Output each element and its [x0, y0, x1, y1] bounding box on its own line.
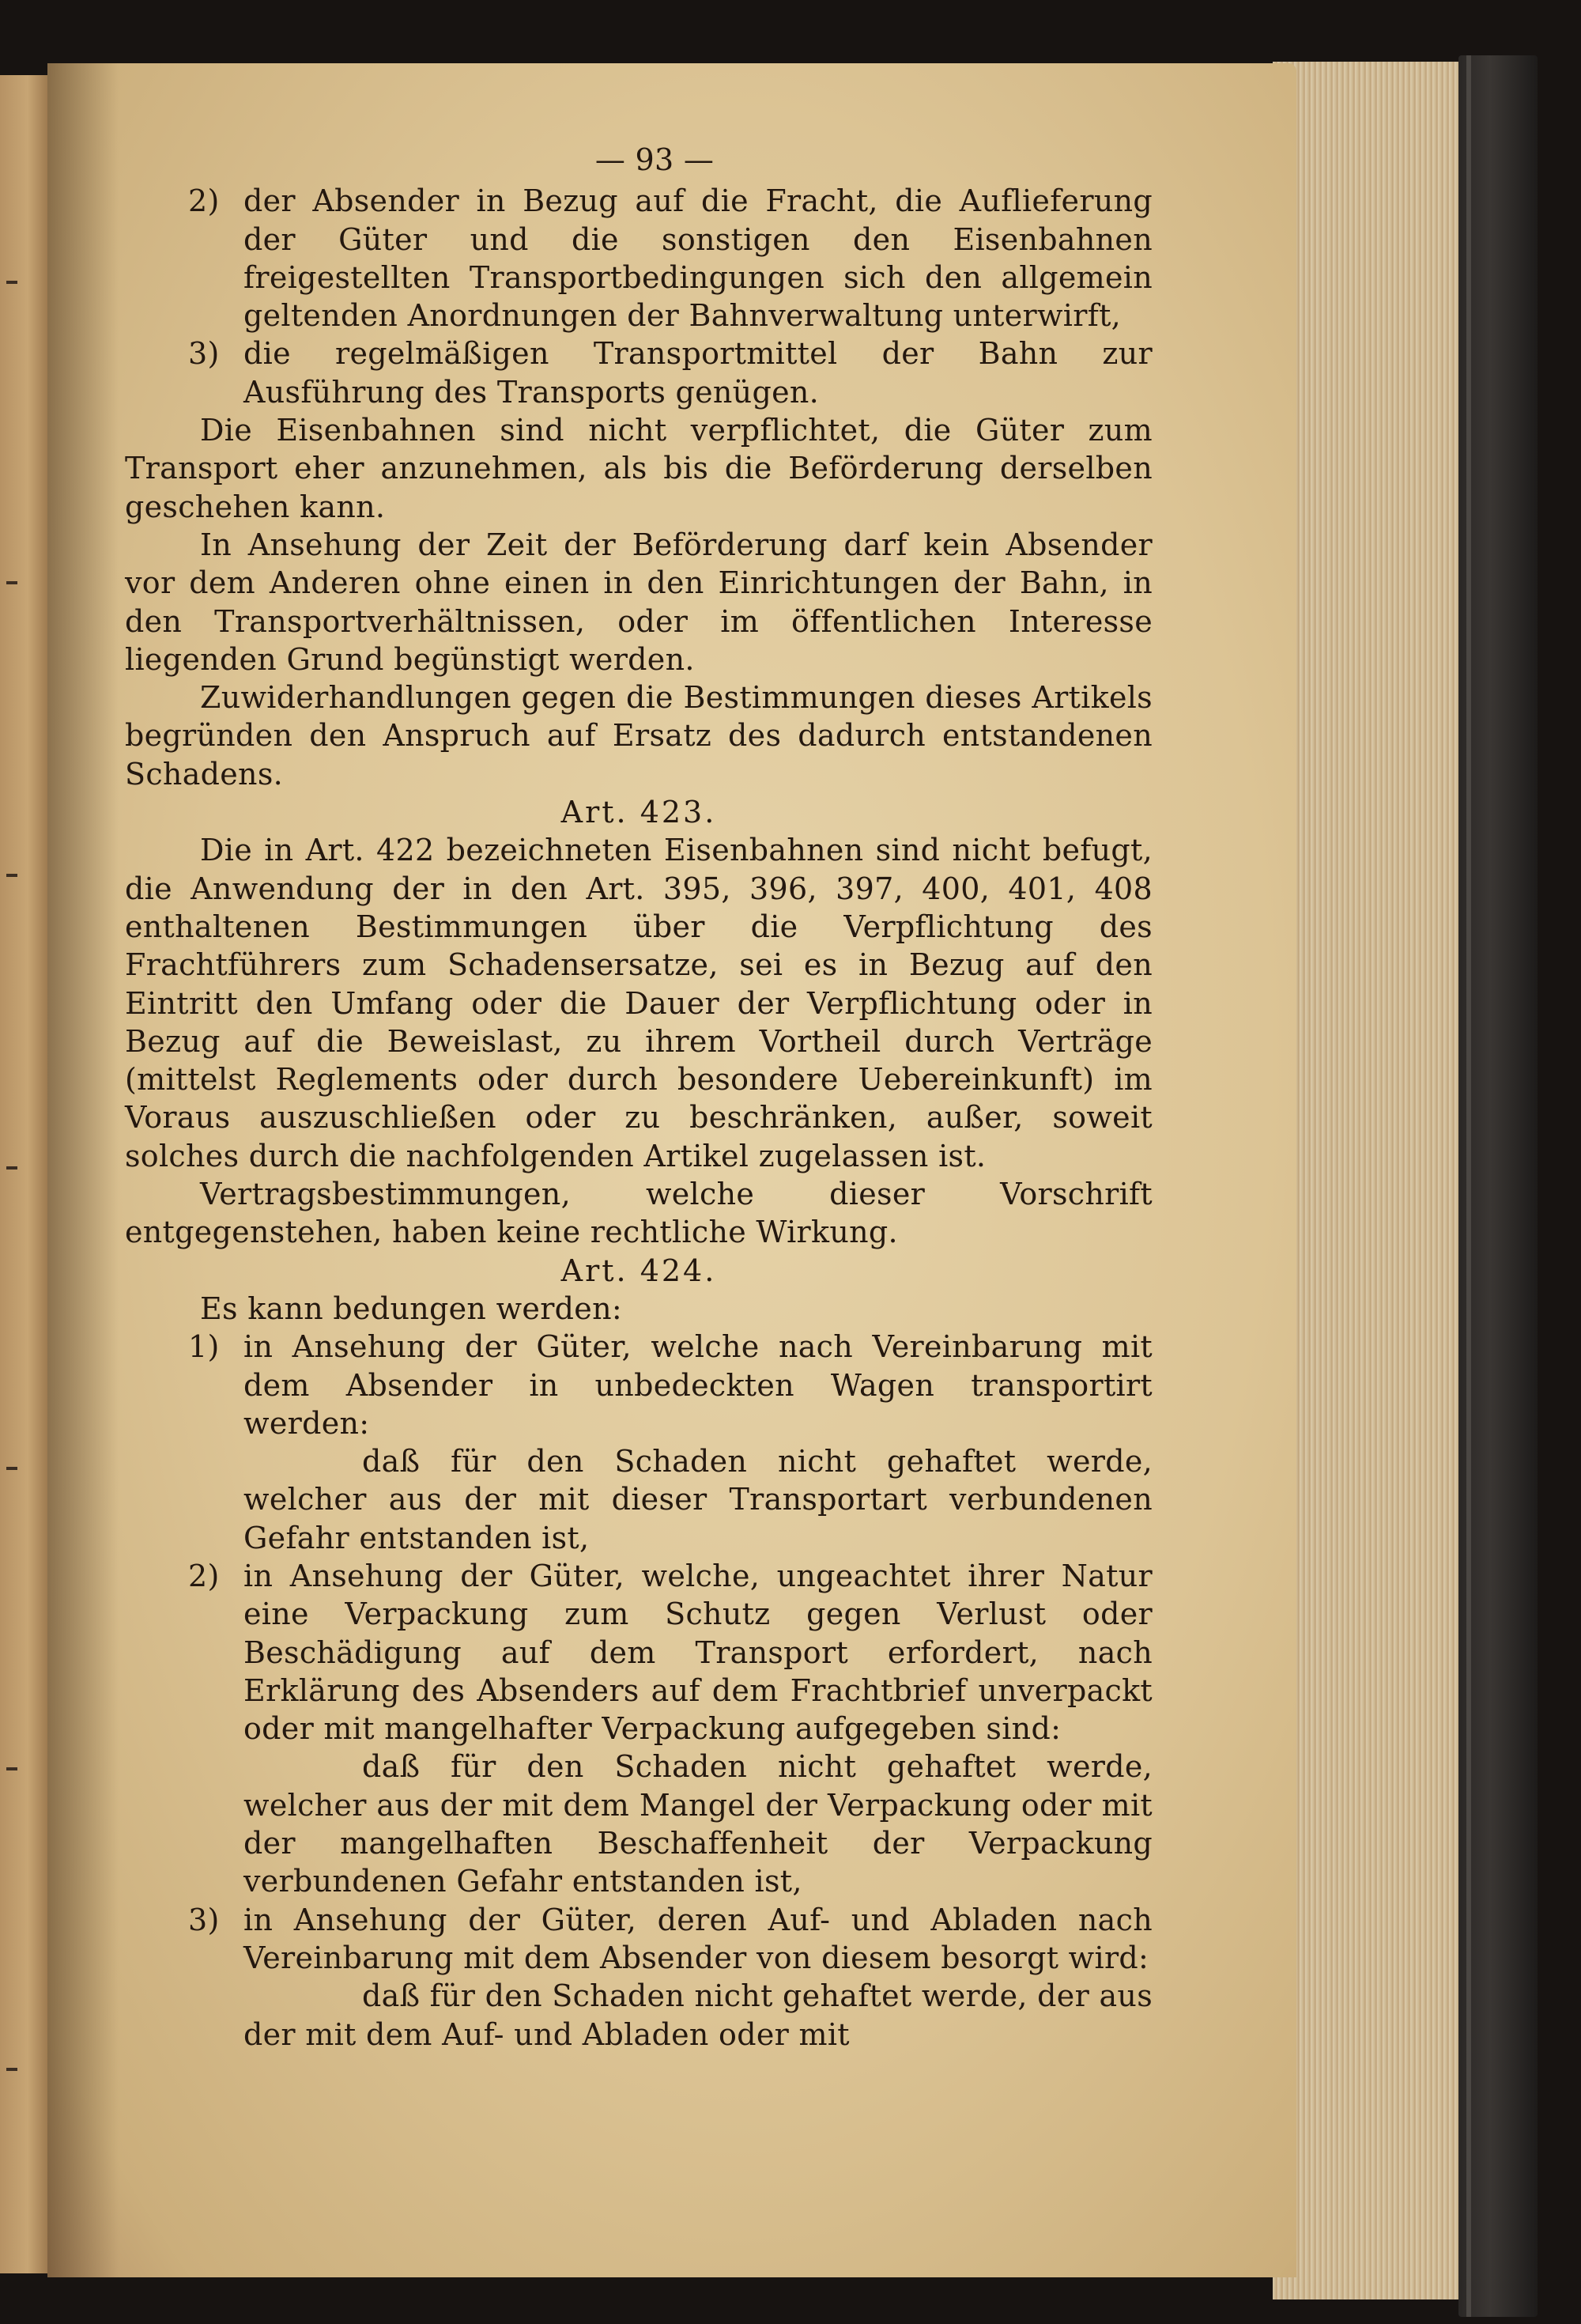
article-heading: Art. 424. [560, 1253, 717, 1288]
paragraph: In Ansehung der Zeit der Beförderung darf kein Absender vor dem Anderen ohne einen in den Einrichtungen der Bahn, in den Transportverhältnissen, oder im öffentlichen Interesse liegenden Grund begünstigt werden. [125, 527, 1153, 677]
item-text: der Absender in Bezug auf die Fracht, die Auflieferung der Güter und die sonstigen den Eisenbahnen freigestellten Transportbedingungen sich den allgemein geltenden Anordnungen der Bahnverwaltung unterwirft, [243, 183, 1153, 334]
item-number: 3) [188, 1902, 220, 1937]
paragraph: Es kann bedungen werden: [200, 1290, 622, 1326]
margin-mark [6, 874, 17, 877]
list-item [125, 182, 1153, 334]
item-number: 3) [188, 336, 220, 372]
margin-mark [6, 1467, 17, 1470]
page-stack-edge [1273, 62, 1470, 2299]
page-number: — 93 — [594, 142, 715, 177]
item-text: die regelmäßigen Transportmittel der Bahn zur Ausführung des Transports genügen. [243, 336, 1153, 410]
article-heading: Art. 423. [560, 795, 717, 830]
list-item [125, 1328, 1153, 1442]
item-number: 2) [188, 183, 220, 219]
item-number: 1) [188, 1329, 220, 1365]
book-cover [1458, 55, 1538, 2317]
paragraph: Die in Art. 422 bezeichneten Eisenbahnen sind nicht befugt, die Anwendung der in den Art. 395, 396, 397, 400, 401, 408 enthaltenen Bestimmungen über die Verpflichtung des Frachtführers zum Schadensersatze, sei es in Bezug auf den Eintritt den Umfang oder die Dauer der Verpflichtung oder in Bezug auf die Beweislast, zu ihrem Vortheil durch Verträge (mittelst Reglements oder durch besondere Uebereinkunft) im Voraus auszuschließen oder zu beschränken, außer, soweit solches durch die nachfolgenden Artikel zugelassen ist. [125, 833, 1153, 1173]
margin-mark [6, 581, 17, 584]
item-text: in Ansehung der Güter, deren Auf- und Abladen nach Vereinbarung mit dem Absender von diesem besorgt wird: [243, 1902, 1153, 1975]
item-text: in Ansehung der Güter, welche nach Vereinbarung mit dem Absender in unbedeckten Wagen transportirt werden: [243, 1329, 1153, 1441]
list-item [125, 1557, 1153, 1748]
paragraph: Die Eisenbahnen sind nicht verpflichtet, die Güter zum Transport eher anzunehmen, als bis die Beförderung derselben geschehen kann. [125, 413, 1153, 524]
list-item [125, 1901, 1153, 1978]
margin-mark [6, 1166, 17, 1170]
margin-mark [6, 1767, 17, 1770]
sub-clause: daß für den Schaden nicht gehaftet werde, der aus der mit dem Auf- und Abladen oder mit [243, 1978, 1153, 2052]
paragraph: Zuwiderhandlungen gegen die Bestimmungen dieses Artikels begründen den Anspruch auf Ersatz des dadurch entstandenen Schadens. [125, 680, 1153, 792]
item-text: in Ansehung der Güter, welche, ungeachtet ihrer Natur eine Verpackung zum Schutz gegen Verlust oder Beschädigung auf dem Transport erfordert, nach Erklärung des Absenders auf dem Frachtbrief unverpackt oder mit mangelhafter Verpackung aufgegeben sind: [243, 1558, 1153, 1747]
page [47, 63, 1296, 2277]
paragraph: Vertragsbestimmungen, welche dieser Vorschrift entgegenstehen, haben keine rechtliche Wirkung. [125, 1177, 1153, 1250]
sub-clause: daß für den Schaden nicht gehaftet werde, welcher aus der mit dieser Transportart verbundenen Gefahr entstanden ist, [243, 1444, 1153, 1555]
list-item [125, 334, 1153, 411]
page-text [125, 141, 1153, 2054]
sub-clause: daß für den Schaden nicht gehaftet werde, welcher aus der mit dem Mangel der Verpackung oder mit der mangelhaften Beschaffenheit der Verpackung verbundenen Gefahr entstanden ist, [243, 1749, 1153, 1899]
margin-mark [6, 281, 17, 284]
item-number: 2) [188, 1558, 220, 1593]
margin-mark [6, 2068, 17, 2071]
